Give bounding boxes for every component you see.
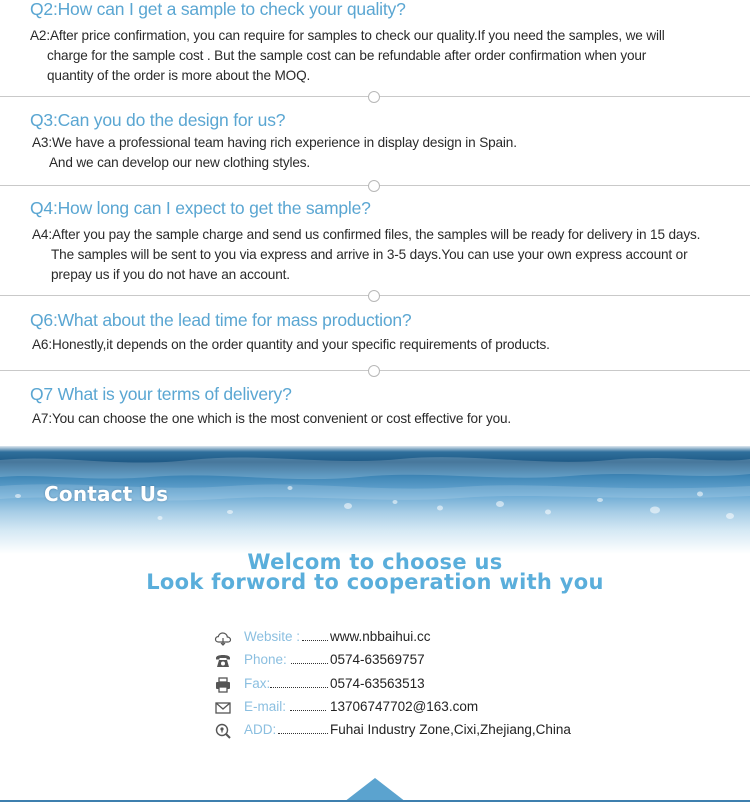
dotted-leader: [270, 687, 328, 688]
location-search-icon: [214, 722, 232, 740]
welcome-line-1: Welcom to choose us: [247, 550, 503, 574]
contact-us-title: Contact Us: [44, 482, 169, 506]
faq-question: Q7 What is your terms of delivery?: [30, 384, 292, 404]
email-value: 13706747702@163.com: [330, 699, 479, 714]
answer-line: prepay us if you do not have an account.: [51, 267, 290, 282]
answer-line: You can choose the one which is the most convenient or cost effective for you.: [51, 411, 512, 426]
answer-prefix: A7:: [32, 411, 52, 426]
answer-line: After price confirmation, you can require for samples to check our quality.If you need the samples, we will: [49, 28, 665, 43]
fax-printer-icon: [214, 676, 232, 694]
cloud-icon: [214, 629, 232, 647]
divider: [0, 91, 750, 103]
answer-prefix: A6:: [32, 337, 52, 352]
dotted-leader: [278, 733, 328, 734]
envelope-icon: [214, 699, 232, 717]
faq-answer: [30, 26, 665, 86]
dotted-leader: [302, 640, 328, 641]
address-label: ADD:: [244, 722, 277, 737]
answer-prefix: A2:: [30, 28, 50, 43]
answer-line: The samples will be sent to you via express and arrive in 3-5 days.You can use your own express account or: [51, 247, 688, 262]
phone-value: 0574-63569757: [330, 652, 425, 667]
answer-line: quantity of the order is more about the MOQ.: [47, 68, 311, 83]
divider-circle-icon: [368, 365, 380, 377]
divider-circle-icon: [368, 180, 380, 192]
dotted-leader: [291, 663, 328, 664]
fax-label: Fax:: [244, 676, 271, 691]
faq-question: Q3:Can you do the design for us?: [30, 110, 286, 130]
telephone-icon: [214, 652, 232, 670]
faq-answer: [32, 133, 517, 173]
address-value: Fuhai Industry Zone,Cixi,Zhejiang,China: [330, 722, 571, 737]
divider-circle-icon: [368, 91, 380, 103]
website-label: Website :: [244, 629, 301, 644]
answer-line: And we can develop our new clothing styles.: [49, 155, 311, 170]
faq-question: Q4:How long can I expect to get the sample?: [30, 198, 371, 218]
answer-prefix: A4:: [32, 227, 52, 242]
divider: [0, 290, 750, 302]
dotted-leader: [290, 710, 326, 711]
divider: [0, 180, 750, 192]
email-label: E-mail:: [244, 699, 287, 714]
faq-answer: [32, 409, 511, 429]
answer-line: charge for the sample cost . But the sample cost can be refundable after order confirmation when your: [47, 48, 647, 63]
faq-answer: [32, 225, 700, 285]
website-value: www.nbbaihui.cc: [330, 629, 431, 644]
answer-line: After you pay the sample charge and send us confirmed files, the samples will be ready for delivery in 15 days.: [51, 227, 701, 242]
contact-banner: [0, 446, 750, 556]
divider-circle-icon: [368, 290, 380, 302]
phone-label: Phone:: [244, 652, 287, 667]
footer-triangle-icon: [340, 776, 410, 802]
faq-answer: [32, 335, 550, 355]
answer-line: We have a professional team having rich experience in display design in Spain.: [51, 135, 517, 150]
welcome-line-2: Look forword to cooperation with you: [146, 570, 604, 594]
divider: [0, 365, 750, 377]
faq-question: Q2:How can I get a sample to check your quality?: [30, 0, 406, 19]
footer-line: [0, 800, 750, 802]
answer-prefix: A3:: [32, 135, 52, 150]
fax-value: 0574-63563513: [330, 676, 425, 691]
faq-question: Q6:What about the lead time for mass production?: [30, 310, 412, 330]
answer-line: Honestly,it depends on the order quantity and your specific requirements of products.: [51, 337, 550, 352]
